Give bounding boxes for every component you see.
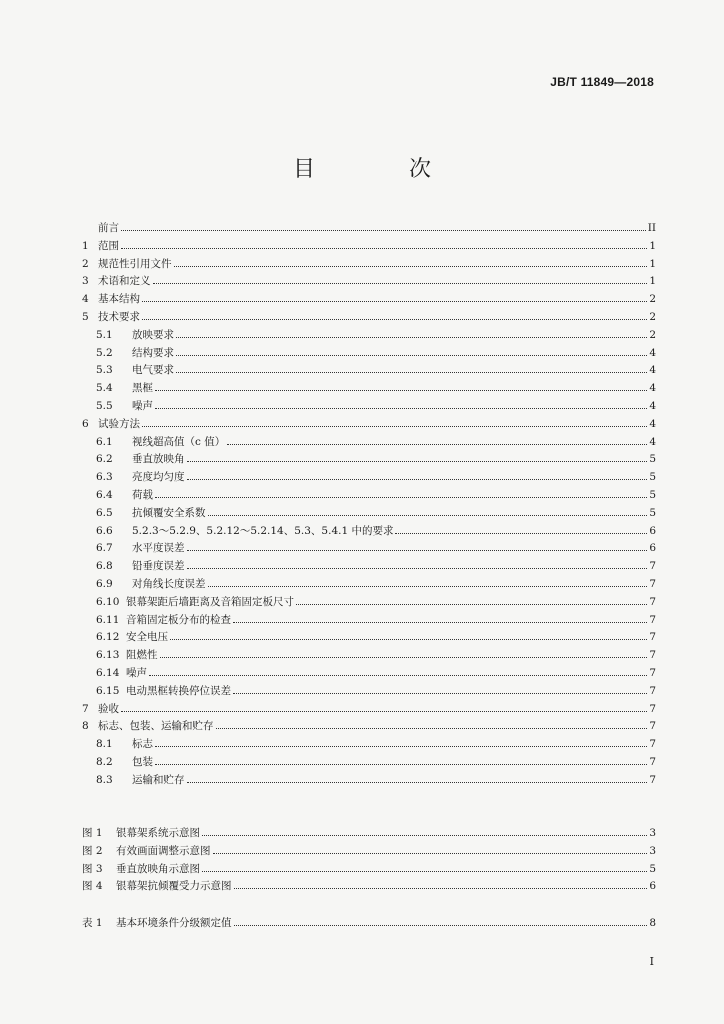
toc-entry-number: 3 [82,275,89,288]
toc-entry-number: 8 [82,720,89,733]
toc-entry[interactable] [82,394,656,412]
toc-entry[interactable] [82,323,656,341]
toc-entry-page: 5 [649,506,656,519]
toc-entry-page: 7 [649,560,656,573]
dot-leader [153,282,648,284]
toc-entry-number: 6.14 [96,667,120,679]
toc-entry[interactable] [82,643,656,661]
toc-entry-number: 6.2 [96,453,113,466]
dot-leader [155,407,647,409]
toc-entry-page: II [647,222,656,234]
toc-entry-label: 基本结构 [98,293,140,306]
toc-entry-label: 术语和定义 [98,275,151,288]
toc-entry-label: 黑框 [132,382,153,395]
toc-entry[interactable] [82,252,656,270]
figure-list-entry[interactable] [82,857,656,875]
dot-leader [208,585,648,587]
dot-leader [187,567,648,569]
toc-entry-number: 4 [82,293,89,306]
toc-entry-label: 银幕架距后墙距离及音箱固定板尺寸 [126,595,294,608]
toc-entry-page: 4 [649,400,656,412]
toc-entry-number: 5 [82,311,89,323]
toc-entry-number: 5.3 [96,364,113,377]
dot-leader [155,763,647,765]
toc-entry-number: 6.7 [96,542,113,555]
toc-entry-number: 5.4 [96,382,113,395]
toc-entry-page: 3 [649,844,656,857]
dot-leader [155,389,647,391]
toc-entry-number: 图 1 [82,827,103,839]
dot-leader [187,781,648,783]
toc-entry-page: 2 [649,311,656,323]
toc-entry-label: 规范性引用文件 [98,257,172,270]
toc-entry-label: 铅垂度误差 [132,560,185,573]
toc-entry-page: 6 [649,542,656,555]
toc-entry-number: 6.15 [96,684,120,697]
toc-entry-page: 7 [649,702,656,715]
toc-entry-number: 6.1 [96,435,113,448]
dot-leader [121,247,647,249]
figure-list-entry[interactable] [82,874,656,892]
toc-entry-label: 技术要求 [98,311,140,323]
dot-leader [176,354,647,356]
toc-entry-number: 6 [82,417,89,430]
toc-entry-number: 6.4 [96,489,113,501]
toc-entry-page: 2 [649,293,656,306]
toc-entry-label: 银幕架抗倾覆受力示意图 [116,880,232,893]
toc-entry-number: 5.5 [96,400,113,412]
toc-entry-label: 电动黑框转换停位误差 [126,684,231,697]
toc-entry[interactable] [82,625,656,643]
toc-entry[interactable] [82,305,656,323]
toc-entry[interactable] [82,341,656,359]
toc-entry[interactable] [82,608,656,626]
toc-entry-label: 音箱固定板分布的检查 [126,613,231,626]
dot-leader [155,496,647,498]
dot-leader [155,745,647,747]
toc-entry[interactable] [82,697,656,715]
toc-entry[interactable] [82,501,656,519]
toc-entry-number: 图 2 [82,844,103,857]
toc-entry-page: 7 [649,595,656,608]
toc-entry-label: 荷载 [132,489,153,501]
toc-entry-label: 有效画面调整示意图 [116,844,211,857]
toc-entry[interactable] [82,483,656,501]
dot-leader [395,532,647,534]
toc-entry[interactable] [82,661,656,679]
toc-entry-label: 噪声 [126,667,147,679]
dot-leader [233,621,647,623]
toc-entry-label: 验收 [98,702,119,715]
toc-entry-number: 6.8 [96,560,113,573]
toc-entry-page: 1 [649,257,656,270]
dot-leader [121,229,646,231]
toc-entry-label: 试验方法 [98,417,140,430]
toc-entry-label: 阻燃性 [126,649,158,662]
toc-entry-number: 6.6 [96,524,113,537]
toc-entry-label: 对角线长度误差 [132,578,206,590]
toc-entry[interactable] [82,465,656,483]
toc-entry-page: 7 [649,667,656,679]
page-title: 目 次 [292,157,467,182]
toc-entry[interactable] [82,447,656,465]
toc-entry-number: 6.5 [96,506,113,519]
toc-entry-label: 垂直放映角示意图 [116,862,200,875]
toc-entry-label: 运输和贮存 [132,773,185,786]
toc-entry-page: 7 [649,756,656,768]
toc-entry[interactable] [82,732,656,750]
toc-entry-page: 4 [649,435,656,448]
toc-entry-label: 标志、包装、运输和贮存 [98,720,214,733]
toc-entry-label: 水平度误差 [132,542,185,555]
toc-entry-page: 7 [649,649,656,662]
toc-entry-page: 6 [649,880,656,893]
dot-leader [227,443,647,445]
toc-entry-number: 图 3 [82,862,103,875]
toc-entry-label: 包装 [132,756,153,768]
toc-entry-page: 5 [649,471,656,484]
toc-entry-label: 垂直放映角 [132,453,185,466]
toc-entry[interactable] [82,714,656,732]
toc-entry-number: 6.11 [96,613,120,626]
toc-entry-page: 4 [649,346,656,359]
toc-entry-label: 亮度均匀度 [132,471,185,484]
table-list-entry[interactable] [82,911,656,929]
toc-entry-page: 2 [649,328,656,341]
toc-entry[interactable] [82,234,656,252]
toc-entry-label: 标志 [132,738,153,751]
toc-entry-label: 前言 [98,222,119,234]
toc-entry-page: 1 [649,275,656,288]
toc-entry-page: 7 [649,631,656,644]
toc-entry[interactable] [82,519,656,537]
dot-leader [160,656,648,658]
dot-leader [142,318,647,320]
toc-entry-page: 3 [649,827,656,839]
toc-entry-label: 基本环境条件分级额定值 [116,917,232,929]
toc-entry[interactable] [82,768,656,786]
toc-entry-label: 结构要求 [132,346,174,359]
toc-entry-number: 7 [82,702,89,715]
toc-entry[interactable] [82,269,656,287]
toc-entry-page: 7 [649,613,656,626]
dot-leader [208,514,648,516]
dot-leader [142,300,647,302]
toc-entry-number: 图 4 [82,880,103,893]
dot-leader [233,692,647,694]
dot-leader [202,870,647,872]
dot-leader [187,460,648,462]
toc-entry[interactable] [82,216,656,234]
toc-entry-label: 范围 [98,239,119,252]
toc-entry-page: 4 [649,417,656,430]
toc-entry[interactable] [82,679,656,697]
toc-entry-number: 8.3 [96,773,113,786]
dot-leader [187,478,648,480]
page-number: I [649,955,654,968]
toc-entry-label: 电气要求 [132,364,174,377]
dot-leader [176,336,647,338]
toc-entry[interactable] [82,376,656,394]
toc-entry[interactable] [82,750,656,768]
figure-list-entry[interactable] [82,839,656,857]
toc-entry[interactable] [82,536,656,554]
toc-entry-page: 7 [649,720,656,733]
toc-entry-number: 6.3 [96,471,113,484]
toc-entry-number: 6.9 [96,578,113,590]
toc-entry-page: 1 [649,239,656,252]
dot-leader [234,924,648,926]
toc-entry-label: 安全电压 [126,631,168,644]
dot-leader [216,727,648,729]
toc-entry-number: 表 1 [82,917,103,929]
dot-leader [142,425,647,427]
toc-entry[interactable] [82,572,656,590]
toc-entry-number: 6.10 [96,595,120,608]
toc-entry-page: 5 [649,489,656,501]
toc-entry-number: 2 [82,257,89,270]
toc-entry[interactable] [82,287,656,305]
toc-entry-number: 5.1 [96,328,113,341]
toc-entry[interactable] [82,358,656,376]
dot-leader [170,638,647,640]
toc-entry-number: 8.1 [96,738,113,751]
toc-entry-page: 8 [649,917,656,929]
dot-leader [121,710,647,712]
dot-leader [234,887,648,889]
toc-entry-page: 7 [649,684,656,697]
toc-entry[interactable] [82,554,656,572]
toc-entry-number: 8.2 [96,756,113,768]
dot-leader [296,603,647,605]
toc-entry-page: 4 [649,382,656,395]
toc-entry-label: 银幕架系统示意图 [116,827,200,839]
toc-entry-number: 6.12 [96,631,120,644]
standard-code: JB/T 11849—2018 [550,75,654,89]
dot-leader [213,852,648,854]
toc-entry-label: 抗倾覆安全系数 [132,506,206,519]
dot-leader [174,265,648,267]
toc-entry[interactable] [82,412,656,430]
dot-leader [187,549,648,551]
dot-leader [149,674,647,676]
toc-entry-label: 视线超高值（c 值） [132,435,226,448]
toc-entry-page: 5 [649,453,656,466]
toc-entry-label: 噪声 [132,400,153,412]
toc-entry-page: 7 [649,578,656,590]
toc-entry[interactable] [82,590,656,608]
toc-entry[interactable] [82,430,656,448]
toc-entry-page: 6 [649,524,656,537]
toc-entry-page: 7 [649,738,656,751]
toc-entry-page: 5 [649,862,656,875]
toc-entry-page: 4 [649,364,656,377]
toc-entry-page: 7 [649,773,656,786]
toc-entry-label: 放映要求 [132,328,174,341]
figure-list-entry[interactable] [82,821,656,839]
dot-leader [202,834,647,836]
toc-entry-number: 5.2 [96,346,113,359]
toc-entry-number: 1 [82,239,89,252]
toc-entry-number: 6.13 [96,649,120,662]
dot-leader [176,371,647,373]
toc-entry-label: 5.2.3～5.2.9、5.2.12～5.2.14、5.3、5.4.1 中的要求 [132,524,394,537]
